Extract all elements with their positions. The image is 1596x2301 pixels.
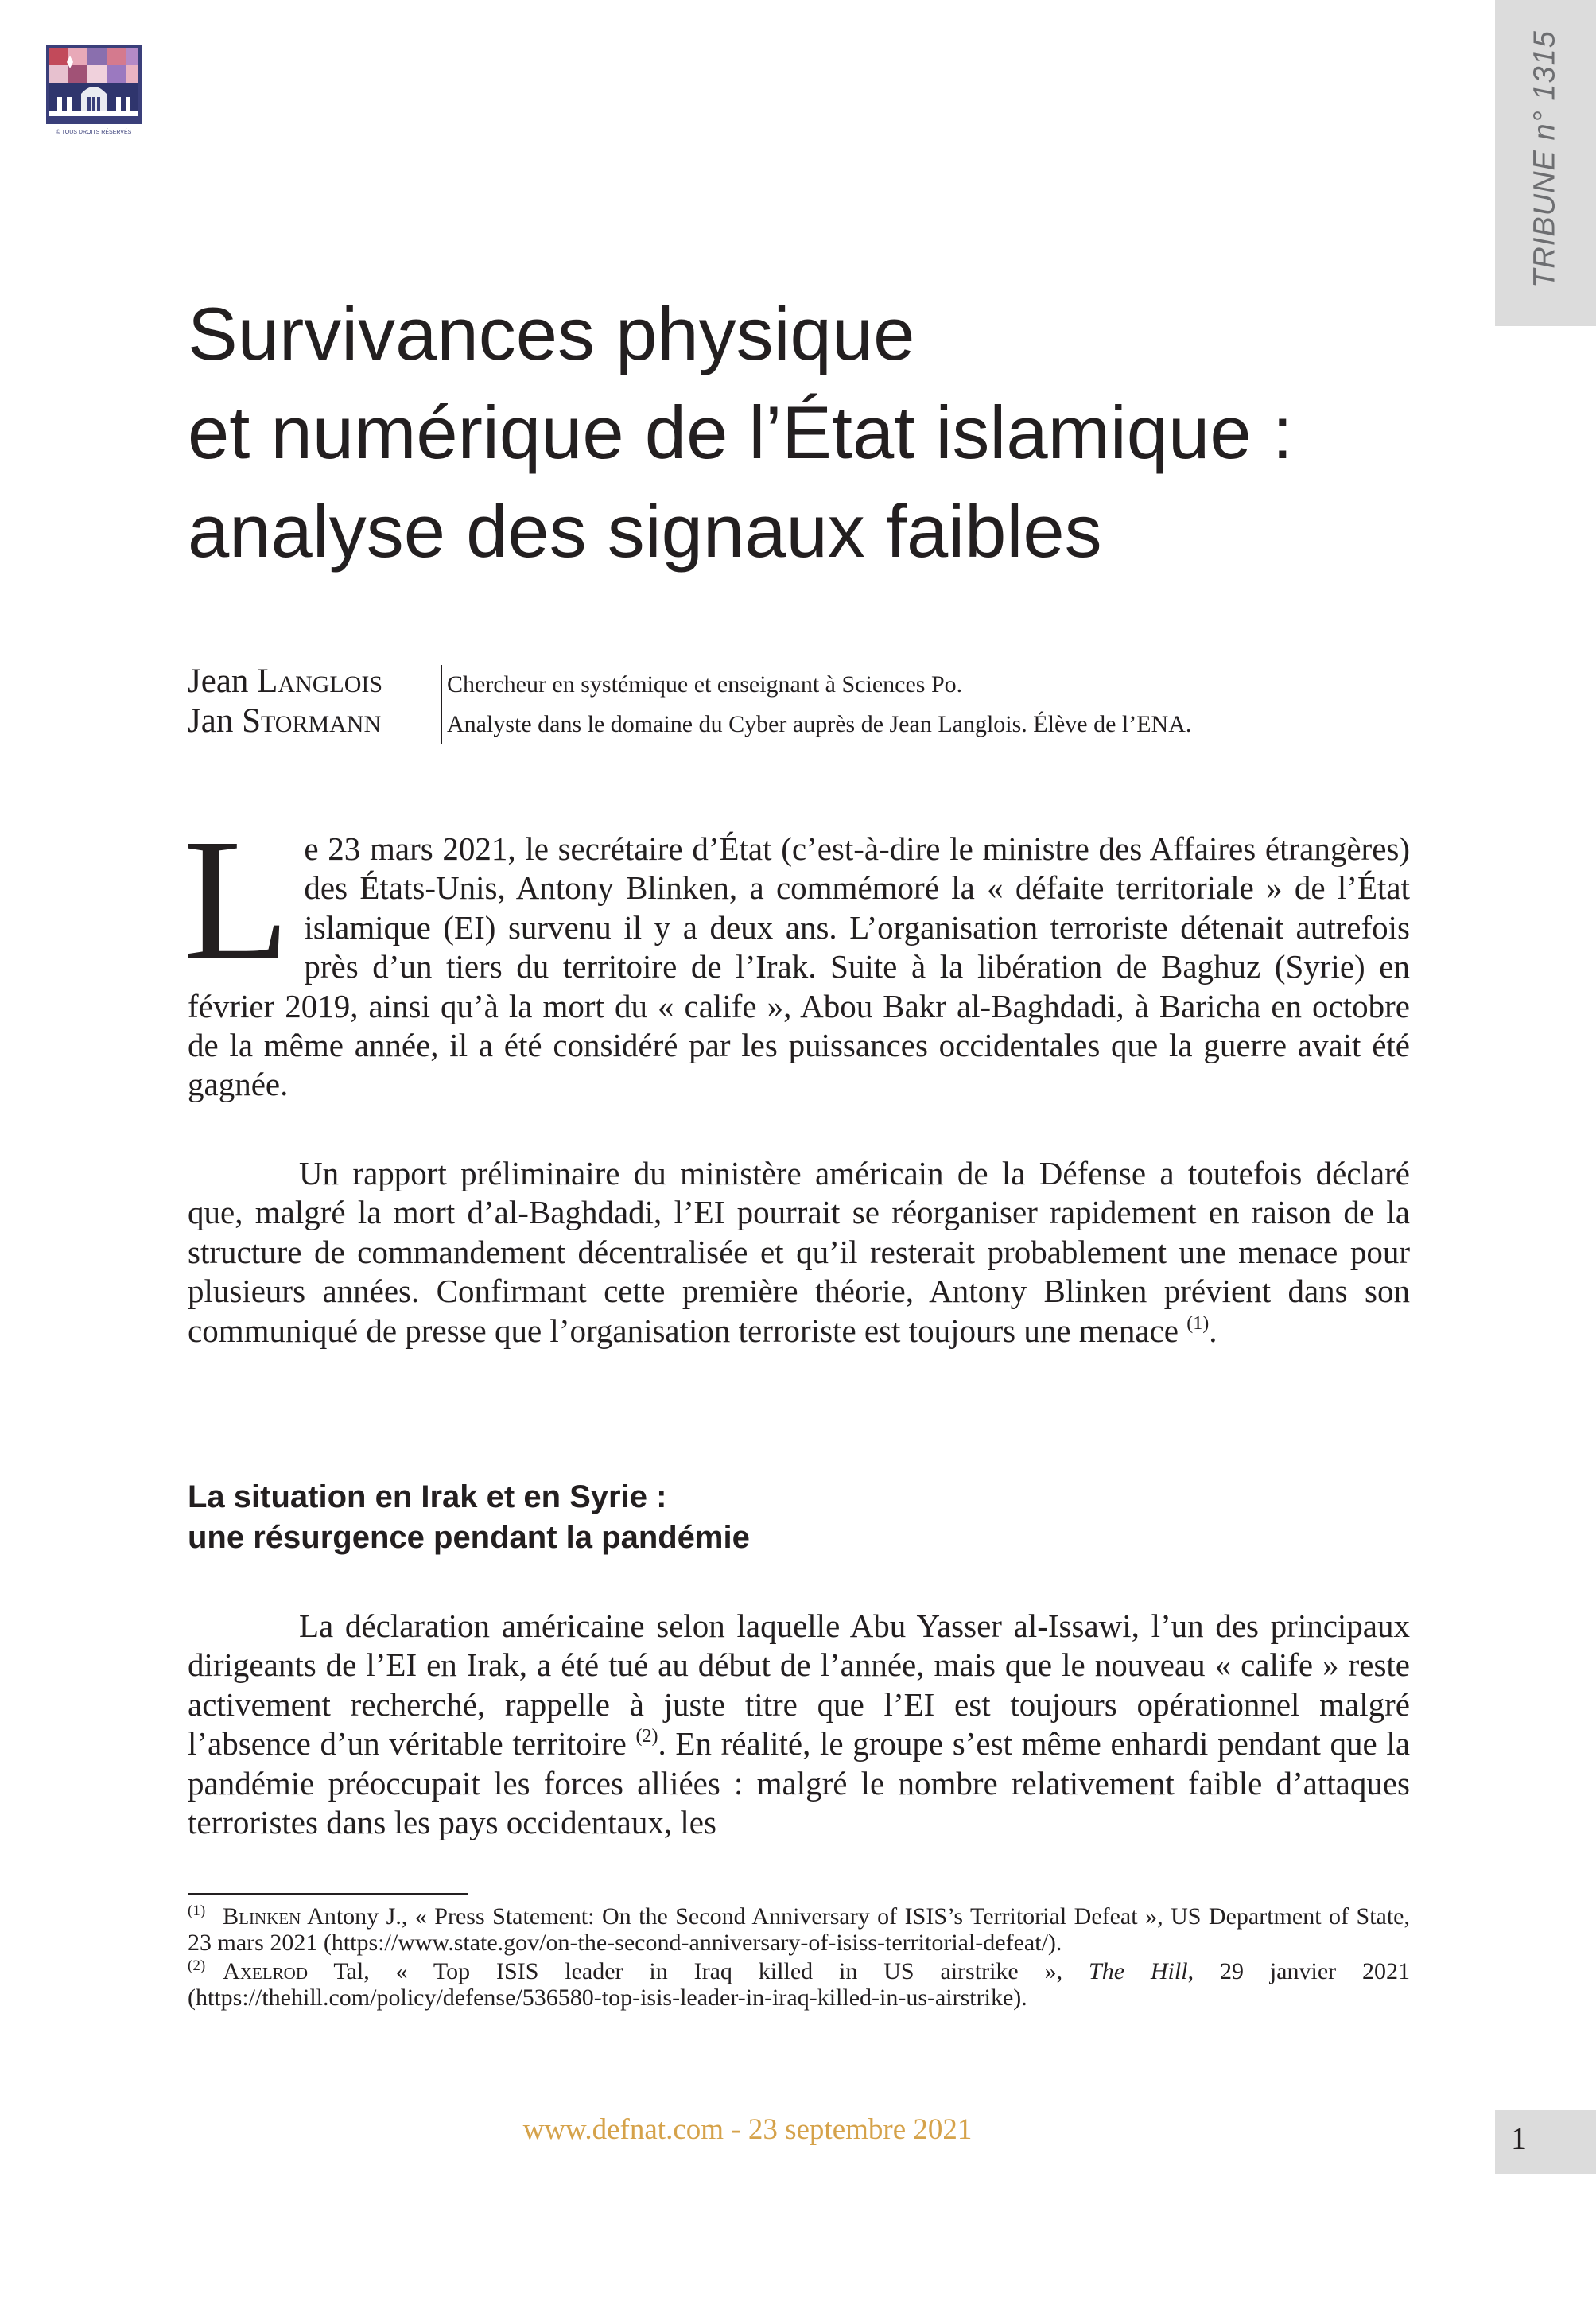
footer-url-date[interactable]: www.defnat.com - 23 septembre 2021	[522, 2113, 973, 2146]
author-description: Chercheur en systémique et enseignant à Sciences Po.	[447, 671, 963, 698]
author-block	[188, 662, 1428, 741]
footnote-rule	[188, 1893, 468, 1895]
footnote-1: $^{(1)}$ Blinken Antony J., « Press Statement: On the Second Anniversary of ISIS’s Territorial Defeat », US Department of State, 23 mars 2021 (https://www.state.gov/on-the-second-anniversary-of-isiss-territorial-defeat/).	[188, 1903, 1410, 1956]
footnote-ref-2[interactable]: (2)	[635, 1726, 658, 1747]
paragraph-3: La déclaration américaine selon laquelle Abu Yasser al-Issawi, l’un des principaux dirigeants de l’EI en Irak, a été tué au début de l’année, mais que le nouveau « calife » reste activement recherché, rappelle à juste titre que l’EI est toujours opérationnel malgré l’absence d’un véritable territoire $^{(2)}$. En réalité, le groupe s’est même enhardi pendant que la pandémie préoccupait les forces alliées : malgré le nombre relativement faible d’attaques terroristes dans les pays occidentaux, les	[188, 1607, 1411, 1841]
logo-image	[46, 45, 142, 138]
section-heading: La situation en Irak et en Syrie : une résurgence pendant la pandémie	[188, 1479, 750, 1555]
page-number: 1	[1511, 2120, 1527, 2156]
tribune-label: TRIBUNE n° 1315	[1528, 30, 1562, 288]
title-line-2: et numérique de l’État islamique :	[188, 391, 1293, 474]
author-row	[188, 662, 1428, 702]
publication-logo	[46, 45, 142, 138]
author-name: Jan Stormann	[188, 702, 382, 740]
author-name: Jean Langlois	[188, 663, 383, 700]
author-description: Analyste dans le domaine du Cyber auprès de Jean Langlois. Élève de l’ENA.	[447, 711, 1192, 737]
footnote-ref-1[interactable]: (1)	[1186, 1312, 1210, 1334]
logo-caption: © TOUS DROITS RÉSERVÉS	[56, 130, 132, 135]
footnote-2: $^{(2)}$ Axelrod Tal, « Top ISIS leader in Iraq killed in US airstrike », The Hill, 29 janvier 2021 (https://thehill.com/policy/defense/536580-top-isis-leader-in-iraq-killed-in-us-airstrike).	[188, 1957, 1411, 2011]
title-line-3: analyse des signaux faibles	[188, 489, 1102, 573]
footnotes	[188, 1903, 1410, 2013]
author-row	[188, 702, 1428, 741]
drop-cap: L	[183, 803, 290, 997]
article-title	[188, 285, 1428, 581]
author-separator	[441, 665, 442, 744]
paragraph-2: Un rapport préliminaire du ministère américain de la Défense a toutefois déclaré que, malgré la mort d’al-Baghdadi, l’EI pourrait se réorganiser rapidement en raison de la structure de commandement décentralisée et qu’il resterait probablement une menace pour plusieurs années. Confirmant cette première théorie, Antony Blinken prévient dans son communiqué de presse que l’organisation terroriste est toujours une menace $^{(1)}$.	[188, 1155, 1410, 1349]
paragraph-1: Le 23 mars 2021, le secrétaire d’État (c’est-à-dire le ministre des Affaires étrangères) des États-Unis, Antony Blinken, a commémoré la « défaite territoriale » de l’État islamique (EI) survenu il y a deux ans. L’organisation terroriste détenait autrefois près d’un tiers du territoire de l’Irak. Suite à la libération de Baghuz (Syrie) en février 2019, ainsi qu’à la mort du « calife », Abou Bakr al-Baghdadi, à Baricha en octobre de la même année, il a été considéré par les puissances occidentales que la guerre avait été gagnée.	[183, 803, 1410, 1103]
title-line-1: Survivances physique	[188, 292, 915, 375]
